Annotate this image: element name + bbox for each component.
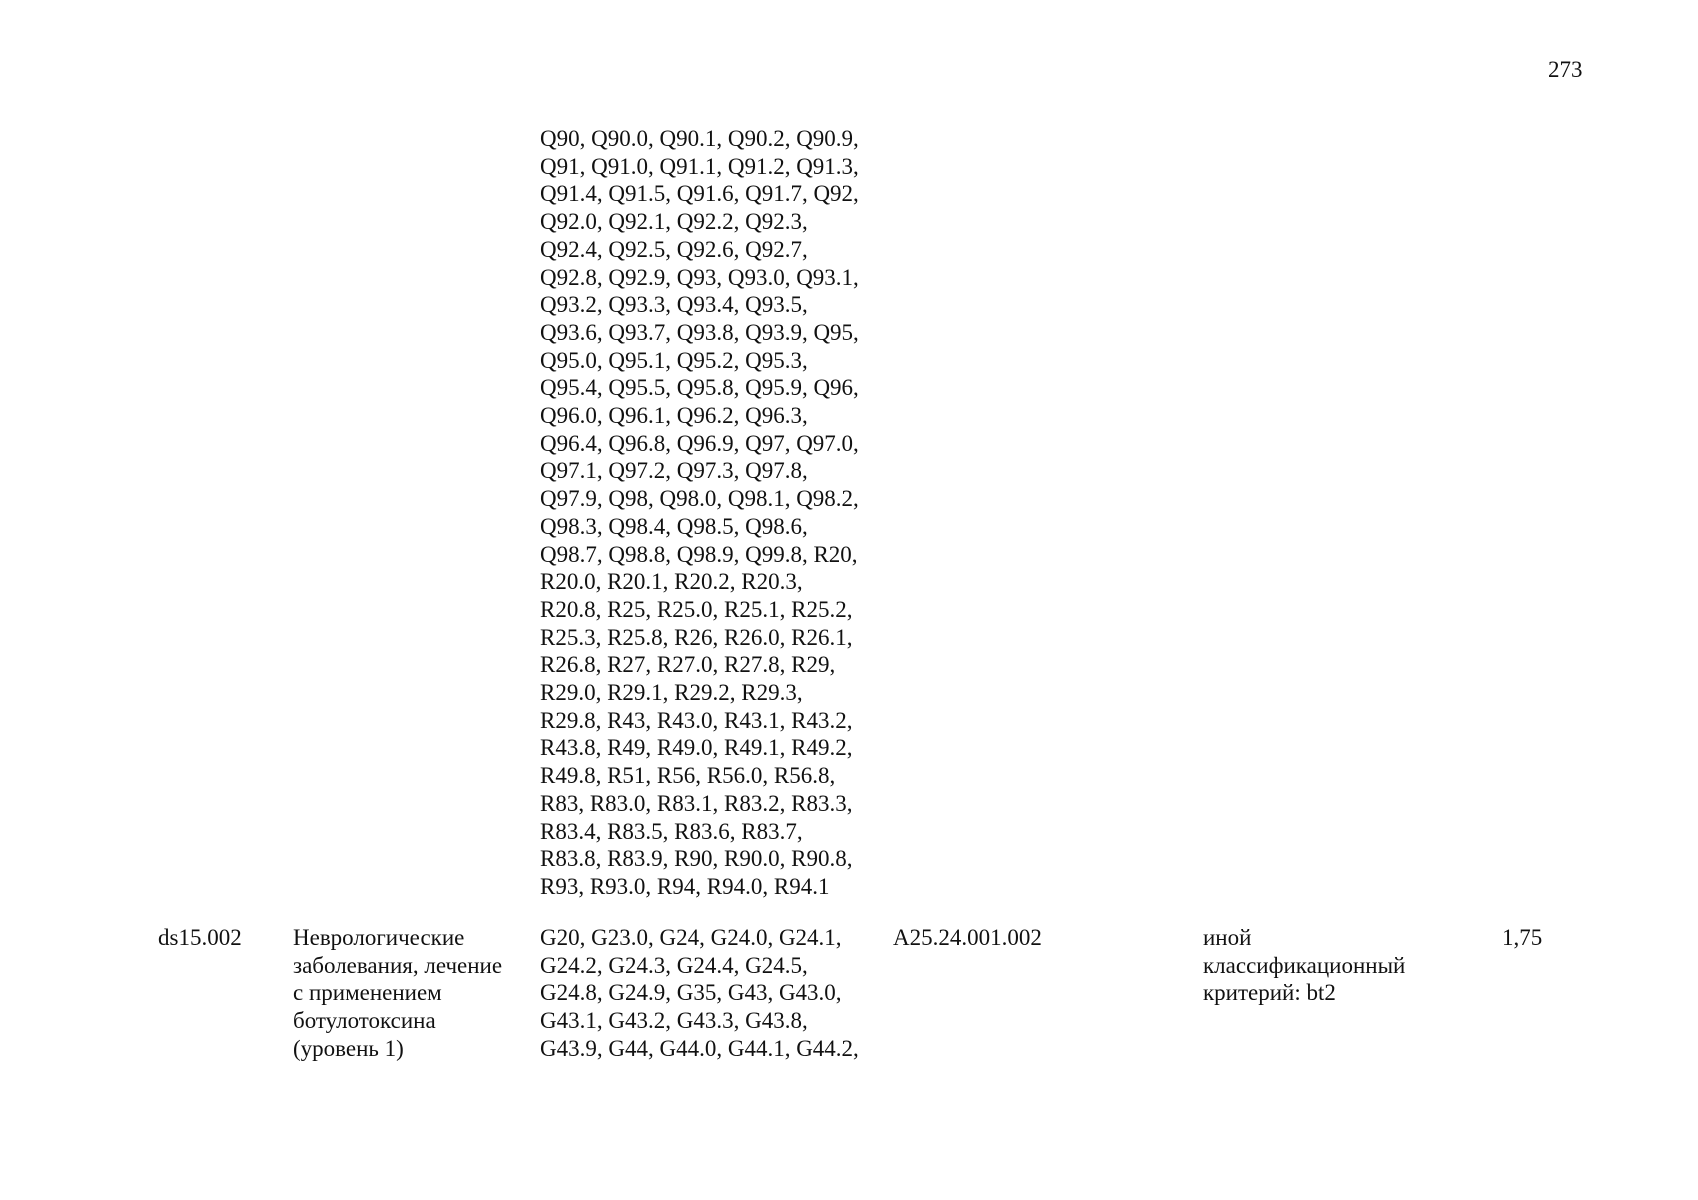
- row-service-code: A25.24.001.002: [893, 925, 1042, 950]
- row-coefficient: 1,75: [1502, 925, 1543, 950]
- row-group-name: Неврологические заболевания, лечение с применением ботулотоксина (уровень 1): [293, 925, 503, 1061]
- row-classification-criterion: иной классификационный критерий: bt2: [1203, 925, 1406, 1006]
- row-group-code: ds15.002: [158, 925, 242, 950]
- page-number: 273: [1548, 57, 1583, 82]
- continuation-diagnosis-codes: Q90, Q90.0, Q90.1, Q90.2, Q90.9, Q91, Q91.0, Q91.1, Q91.2, Q91.3, Q91.4, Q91.5, Q91.6, Q91.7, Q92, Q92.0, Q92.1, Q92.2, Q92.3, Q92.4, Q92.5, Q92.6, Q92.7, Q92.8, Q92.9, Q93, Q93.0, Q93.1, Q93.2, Q93.3, Q93.4, Q93.5, Q93.6, Q93.7, Q93.8, Q93.9, Q95, Q95.0, Q95.1, Q95.2, Q95.3, Q95.4, Q95.5, Q95.8, Q95.9, Q96, Q96.0, Q96.1, Q96.2, Q96.3, Q96.4, Q96.8, Q96.9, Q97, Q97.0, Q97.1, Q97.2, Q97.3, Q97.8, Q97.9, Q98, Q98.0, Q98.1, Q98.2, Q98.3, Q98.4, Q98.5, Q98.6, Q98.7, Q98.8, Q98.9, Q99.8, R20, R20.0, R20.1, R20.2, R20.3, R20.8, R25, R25.0, R25.1, R25.2, R25.3, R25.8, R26, R26.0, R26.1, R26.8, R27, R27.0, R27.8, R29, R29.0, R29.1, R29.2, R29.3, R29.8, R43, R43.0, R43.1, R43.2, R43.8, R49, R49.0, R49.1, R49.2, R49.8, R51, R56, R56.0, R56.8, R83, R83.0, R83.1, R83.2, R83.3, R83.4, R83.5, R83.6, R83.7, R83.8, R83.9, R90, R90.0, R90.8, R93, R93.0, R94, R94.0, R94.1: [540, 126, 859, 899]
- row-diagnosis-codes: G20, G23.0, G24, G24.0, G24.1, G24.2, G24.3, G24.4, G24.5, G24.8, G24.9, G35, G43, G43.0, G43.1, G43.2, G43.3, G43.8, G43.9, G44, G44.0, G44.1, G44.2,: [540, 925, 859, 1061]
